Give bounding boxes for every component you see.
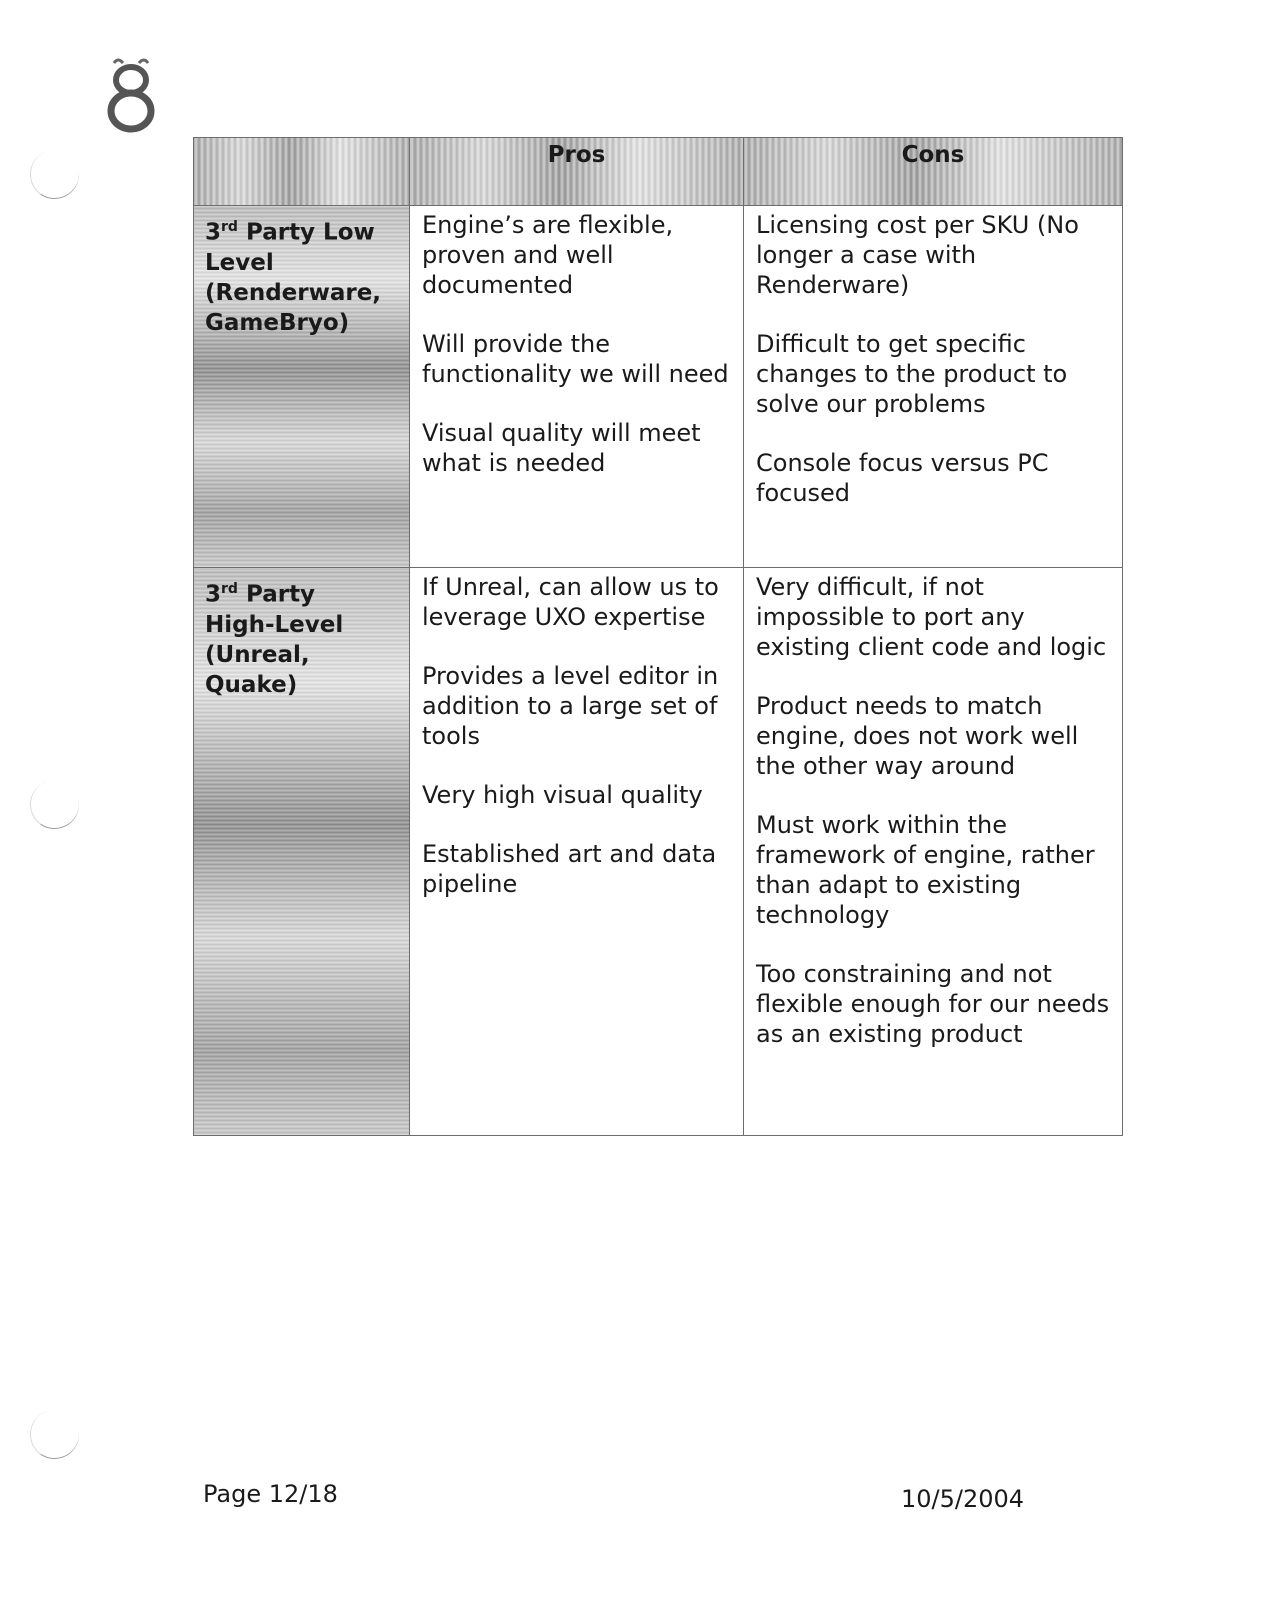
punch-hole xyxy=(26,776,83,833)
header-cons: Cons xyxy=(744,138,1123,206)
table-row xyxy=(194,206,1123,568)
cons-cell xyxy=(744,206,1123,568)
row-label-line: Level xyxy=(205,249,274,276)
pros-cell xyxy=(410,568,744,1136)
con-item: Very difficult, if not impossible to port any existing client code and logic xyxy=(756,573,1107,661)
pro-item: Very high visual quality xyxy=(422,781,703,809)
con-item: Difficult to get specific changes to the product to solve our problems xyxy=(756,330,1068,418)
row-header-high-level xyxy=(194,568,410,1136)
row-header-low-level xyxy=(194,206,410,568)
header-row xyxy=(194,138,1123,206)
row-label-line: 3rd Party Low xyxy=(205,219,375,246)
con-item: Console focus versus PC focused xyxy=(756,449,1049,507)
header-pros: Pros xyxy=(410,138,744,206)
header-blank xyxy=(194,138,410,206)
con-item: Licensing cost per SKU (No longer a case with Renderware) xyxy=(756,211,1079,299)
row-label-line: High-Level xyxy=(205,611,344,638)
comparison-table xyxy=(193,137,1123,1136)
document-date: 10/5/2004 xyxy=(901,1485,1025,1513)
con-item: Too constraining and not flexible enough for our needs as an existing product xyxy=(756,960,1110,1048)
logo-icon xyxy=(100,55,162,135)
comparison-table-container xyxy=(193,137,1122,1136)
con-item: Product needs to match engine, does not work well the other way around xyxy=(756,692,1079,780)
table-row xyxy=(194,568,1123,1136)
pro-item: If Unreal, can allow us to leverage UXO expertise xyxy=(422,573,719,631)
page-number: Page 12/18 xyxy=(203,1480,338,1508)
pro-item: Provides a level editor in addition to a large set of tools xyxy=(422,662,719,750)
punch-hole xyxy=(26,1406,83,1463)
pro-item: Will provide the functionality we will need xyxy=(422,330,729,388)
pro-item: Visual quality will meet what is needed xyxy=(422,419,701,477)
row-label-line: (Renderware, xyxy=(205,279,382,306)
punch-hole xyxy=(26,146,83,203)
row-label-line: 3rd Party xyxy=(205,581,316,608)
pro-item: Established art and data pipeline xyxy=(422,840,717,898)
row-label-line: Quake) xyxy=(205,671,298,698)
row-label-line: (Unreal, xyxy=(205,641,310,668)
pros-cell xyxy=(410,206,744,568)
cons-cell xyxy=(744,568,1123,1136)
row-label-line: GameBryo) xyxy=(205,309,350,336)
con-item: Must work within the framework of engine, rather than adapt to existing technology xyxy=(756,811,1095,929)
pro-item: Engine’s are flexible, proven and well documented xyxy=(422,211,674,299)
